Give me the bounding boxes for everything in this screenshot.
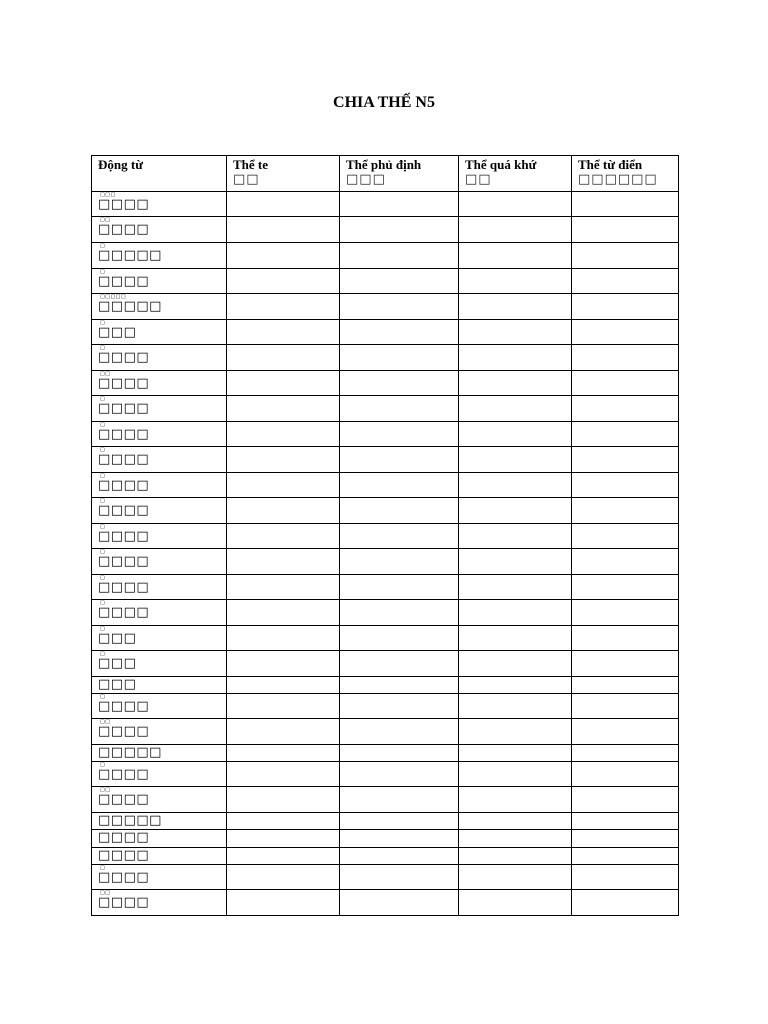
dictionary-form-cell[interactable] [572,371,679,396]
verb-furigana: □ [100,524,106,530]
verb-word: □□□□ [98,580,150,595]
verb-word: □□□□ [98,452,150,467]
header-negative-form-label: Thể phủ định [346,157,422,172]
negative-form-cell[interactable] [340,345,459,371]
te-form-cell[interactable] [227,294,340,320]
past-form-cell[interactable] [459,345,572,371]
verb-furigana: □□ [100,787,111,793]
dictionary-form-cell[interactable] [572,447,679,473]
te-form-cell[interactable] [227,498,340,524]
table-row [92,473,679,498]
verb-cell [92,345,227,371]
verb-furigana: □□ [100,217,111,223]
verb-cell [92,422,227,447]
negative-form-cell[interactable] [340,600,459,626]
table-row [92,524,679,549]
past-form-cell[interactable] [459,217,572,243]
verb-word: □□□□ [98,350,150,365]
negative-form-cell[interactable] [340,865,459,890]
past-form-cell[interactable] [459,719,572,745]
dictionary-form-cell[interactable] [572,813,679,830]
table-row [92,371,679,396]
verb-furigana: □ [100,865,106,871]
past-form-cell[interactable] [459,813,572,830]
past-form-cell[interactable] [459,626,572,651]
table-row [92,396,679,422]
verb-cell [92,217,227,243]
verb-word: □□□□ [98,848,150,863]
verb-cell [92,192,227,217]
verb-word: □□□□ [98,503,150,518]
dictionary-form-cell[interactable] [572,243,679,269]
dictionary-form-cell[interactable] [572,269,679,294]
verb-furigana: □□ [100,719,111,725]
te-form-cell[interactable] [227,651,340,677]
verb-word: □□□□□ [98,299,162,314]
verb-furigana: □ [100,694,106,700]
verb-cell [92,524,227,549]
table-row [92,422,679,447]
verb-cell [92,848,227,865]
dictionary-form-cell[interactable] [572,890,679,916]
verb-word: □□□ [98,656,137,671]
table-row [92,294,679,320]
verb-furigana: □ [100,626,106,632]
te-form-cell[interactable] [227,626,340,651]
past-form-cell[interactable] [459,396,572,422]
dictionary-form-cell[interactable] [572,694,679,719]
dictionary-form-cell[interactable] [572,345,679,371]
dictionary-form-cell[interactable] [572,422,679,447]
te-form-cell[interactable] [227,320,340,345]
te-form-cell[interactable] [227,677,340,694]
past-form-cell[interactable] [459,865,572,890]
verb-furigana: □ [100,345,106,351]
verb-word: □□□□ [98,401,150,416]
negative-form-cell[interactable] [340,371,459,396]
table-row [92,498,679,524]
verb-cell [92,498,227,524]
negative-form-cell[interactable] [340,787,459,813]
verb-word: □□□□ [98,724,150,739]
negative-form-cell[interactable] [340,498,459,524]
table-row [92,813,679,830]
negative-form-cell[interactable] [340,719,459,745]
negative-form-cell[interactable] [340,626,459,651]
past-form-cell[interactable] [459,830,572,848]
verb-cell [92,626,227,651]
table-row [92,243,679,269]
negative-form-cell[interactable] [340,651,459,677]
verb-furigana: □ [100,498,106,504]
verb-cell [92,447,227,473]
header-te-form-sub: □□ [233,172,260,187]
past-form-cell[interactable] [459,848,572,865]
verb-word: □□□□ [98,222,150,237]
te-form-cell[interactable] [227,217,340,243]
verb-word: □□□□ [98,895,150,910]
verb-rows [92,192,679,916]
header-dictionary-form [572,156,679,192]
verb-cell [92,473,227,498]
dictionary-form-cell[interactable] [572,865,679,890]
verb-furigana: □ [100,269,106,275]
negative-form-cell[interactable] [340,217,459,243]
header-dictionary-form-label: Thể từ điển [578,157,643,172]
verb-word: □□□□ [98,529,150,544]
verb-furigana: □ [100,396,106,402]
negative-form-cell[interactable] [340,473,459,498]
verb-cell [92,890,227,916]
past-form-cell[interactable] [459,762,572,787]
verb-furigana: □ [100,762,106,768]
negative-form-cell[interactable] [340,762,459,787]
table-row [92,192,679,217]
verb-cell [92,294,227,320]
verb-cell [92,865,227,890]
verb-cell [92,830,227,848]
verb-word: □□□□□ [98,248,162,263]
te-form-cell[interactable] [227,575,340,600]
table-row [92,269,679,294]
verb-cell [92,371,227,396]
te-form-cell[interactable] [227,830,340,848]
table-row [92,677,679,694]
negative-form-cell[interactable] [340,890,459,916]
dictionary-form-cell[interactable] [572,600,679,626]
negative-form-cell[interactable] [340,575,459,600]
negative-form-cell[interactable] [340,694,459,719]
verb-furigana: □ [100,243,106,249]
past-form-cell[interactable] [459,694,572,719]
dictionary-form-cell[interactable] [572,192,679,217]
table-row [92,600,679,626]
dictionary-form-cell[interactable] [572,217,679,243]
verb-cell [92,575,227,600]
verb-cell [92,694,227,719]
te-form-cell[interactable] [227,269,340,294]
verb-cell [92,243,227,269]
verb-furigana: □□□□□ [100,294,127,300]
verb-cell [92,651,227,677]
dictionary-form-cell[interactable] [572,320,679,345]
negative-form-cell[interactable] [340,320,459,345]
te-form-cell[interactable] [227,719,340,745]
verb-word: □□□□ [98,274,150,289]
verb-word: □□□□□ [98,745,162,760]
negative-form-cell[interactable] [340,192,459,217]
verb-word: □□□□ [98,605,150,620]
past-form-cell[interactable] [459,524,572,549]
verb-cell [92,269,227,294]
verb-word: □□□□ [98,376,150,391]
te-form-cell[interactable] [227,600,340,626]
table-row [92,745,679,762]
te-form-cell[interactable] [227,447,340,473]
header-dictionary-form-sub: □□□□□□ [578,172,658,187]
negative-form-cell[interactable] [340,745,459,762]
negative-form-cell[interactable] [340,447,459,473]
negative-form-cell[interactable] [340,830,459,848]
header-past-form-sub: □□ [465,172,492,187]
verb-furigana: □ [100,600,106,606]
negative-form-cell[interactable] [340,677,459,694]
verb-furigana: □ [100,320,106,326]
dictionary-form-cell[interactable] [572,549,679,575]
page-title: CHIA THẾ N5 [333,94,435,111]
verb-furigana: □□□ [100,192,116,198]
dictionary-form-cell[interactable] [572,575,679,600]
verb-cell [92,787,227,813]
te-form-cell[interactable] [227,371,340,396]
verb-cell [92,813,227,830]
dictionary-form-cell[interactable] [572,848,679,865]
verb-furigana: □ [100,473,106,479]
header-past-form-label: Thể quá khứ [465,157,537,172]
te-form-cell[interactable] [227,694,340,719]
verb-furigana: □ [100,549,106,555]
verb-furigana: □ [100,447,106,453]
dictionary-form-cell[interactable] [572,762,679,787]
past-form-cell[interactable] [459,294,572,320]
te-form-cell[interactable] [227,243,340,269]
past-form-cell[interactable] [459,243,572,269]
te-form-cell[interactable] [227,865,340,890]
past-form-cell[interactable] [459,269,572,294]
past-form-cell[interactable] [459,422,572,447]
te-form-cell[interactable] [227,524,340,549]
past-form-cell[interactable] [459,447,572,473]
table-row [92,865,679,890]
table-row [92,787,679,813]
negative-form-cell[interactable] [340,269,459,294]
verb-cell [92,320,227,345]
dictionary-form-cell[interactable] [572,651,679,677]
dictionary-form-cell[interactable] [572,677,679,694]
negative-form-cell[interactable] [340,294,459,320]
header-te-form-label: Thể te [233,157,269,172]
table-row [92,575,679,600]
header-negative-form-sub: □□□ [346,172,386,187]
table-row [92,848,679,865]
dictionary-form-cell[interactable] [572,719,679,745]
table-row [92,626,679,651]
verb-cell [92,762,227,787]
table-row [92,217,679,243]
table-row [92,762,679,787]
verb-word: □□□□ [98,478,150,493]
conjugation-table [91,155,679,916]
dictionary-form-cell[interactable] [572,396,679,422]
verb-furigana: □□ [100,371,111,377]
negative-form-cell[interactable] [340,813,459,830]
te-form-cell[interactable] [227,345,340,371]
negative-form-cell[interactable] [340,549,459,575]
verb-word: □□□□□ [98,813,162,828]
table-row [92,830,679,848]
table-row [92,651,679,677]
verb-cell [92,677,227,694]
verb-word: □□□□ [98,197,150,212]
past-form-cell[interactable] [459,890,572,916]
verb-furigana: □ [100,651,106,657]
verb-word: □□□□ [98,699,150,714]
verb-cell [92,600,227,626]
te-form-cell[interactable] [227,422,340,447]
te-form-cell[interactable] [227,890,340,916]
past-form-cell[interactable] [459,320,572,345]
verb-word: □□□□ [98,830,150,845]
verb-word: □□□□ [98,792,150,807]
table-row [92,890,679,916]
past-form-cell[interactable] [459,371,572,396]
past-form-cell[interactable] [459,787,572,813]
te-form-cell[interactable] [227,745,340,762]
verb-cell [92,396,227,422]
dictionary-form-cell[interactable] [572,473,679,498]
table-row [92,320,679,345]
te-form-cell[interactable] [227,473,340,498]
past-form-cell[interactable] [459,498,572,524]
header-past-form [459,156,572,192]
verb-word: □□□ [98,325,137,340]
past-form-cell[interactable] [459,575,572,600]
header-negative-form [340,156,459,192]
table-row [92,719,679,745]
te-form-cell[interactable] [227,848,340,865]
table-row [92,694,679,719]
verb-cell [92,549,227,575]
header-row [92,156,679,192]
te-form-cell[interactable] [227,787,340,813]
dictionary-form-cell[interactable] [572,787,679,813]
header-te-form [227,156,340,192]
verb-cell [92,745,227,762]
negative-form-cell[interactable] [340,396,459,422]
dictionary-form-cell[interactable] [572,830,679,848]
verb-word: □□□ [98,677,137,692]
verb-furigana: □ [100,575,106,581]
verb-word: □□□□ [98,870,150,885]
te-form-cell[interactable] [227,813,340,830]
past-form-cell[interactable] [459,473,572,498]
table-row [92,345,679,371]
past-form-cell[interactable] [459,600,572,626]
dictionary-form-cell[interactable] [572,498,679,524]
negative-form-cell[interactable] [340,848,459,865]
te-form-cell[interactable] [227,396,340,422]
verb-furigana: □□ [100,890,111,896]
past-form-cell[interactable] [459,677,572,694]
past-form-cell[interactable] [459,745,572,762]
negative-form-cell[interactable] [340,422,459,447]
header-verb-label: Động từ [98,157,143,172]
negative-form-cell[interactable] [340,524,459,549]
verb-word: □□□□ [98,427,150,442]
past-form-cell[interactable] [459,549,572,575]
header-verb [92,156,227,192]
verb-furigana: □ [100,422,106,428]
dictionary-form-cell[interactable] [572,745,679,762]
past-form-cell[interactable] [459,651,572,677]
table-row [92,549,679,575]
verb-word: □□□□ [98,767,150,782]
dictionary-form-cell[interactable] [572,524,679,549]
te-form-cell[interactable] [227,762,340,787]
table-row [92,447,679,473]
verb-word: □□□□ [98,554,150,569]
verb-cell [92,719,227,745]
negative-form-cell[interactable] [340,243,459,269]
te-form-cell[interactable] [227,549,340,575]
verb-word: □□□ [98,631,137,646]
te-form-cell[interactable] [227,192,340,217]
past-form-cell[interactable] [459,192,572,217]
dictionary-form-cell[interactable] [572,294,679,320]
dictionary-form-cell[interactable] [572,626,679,651]
